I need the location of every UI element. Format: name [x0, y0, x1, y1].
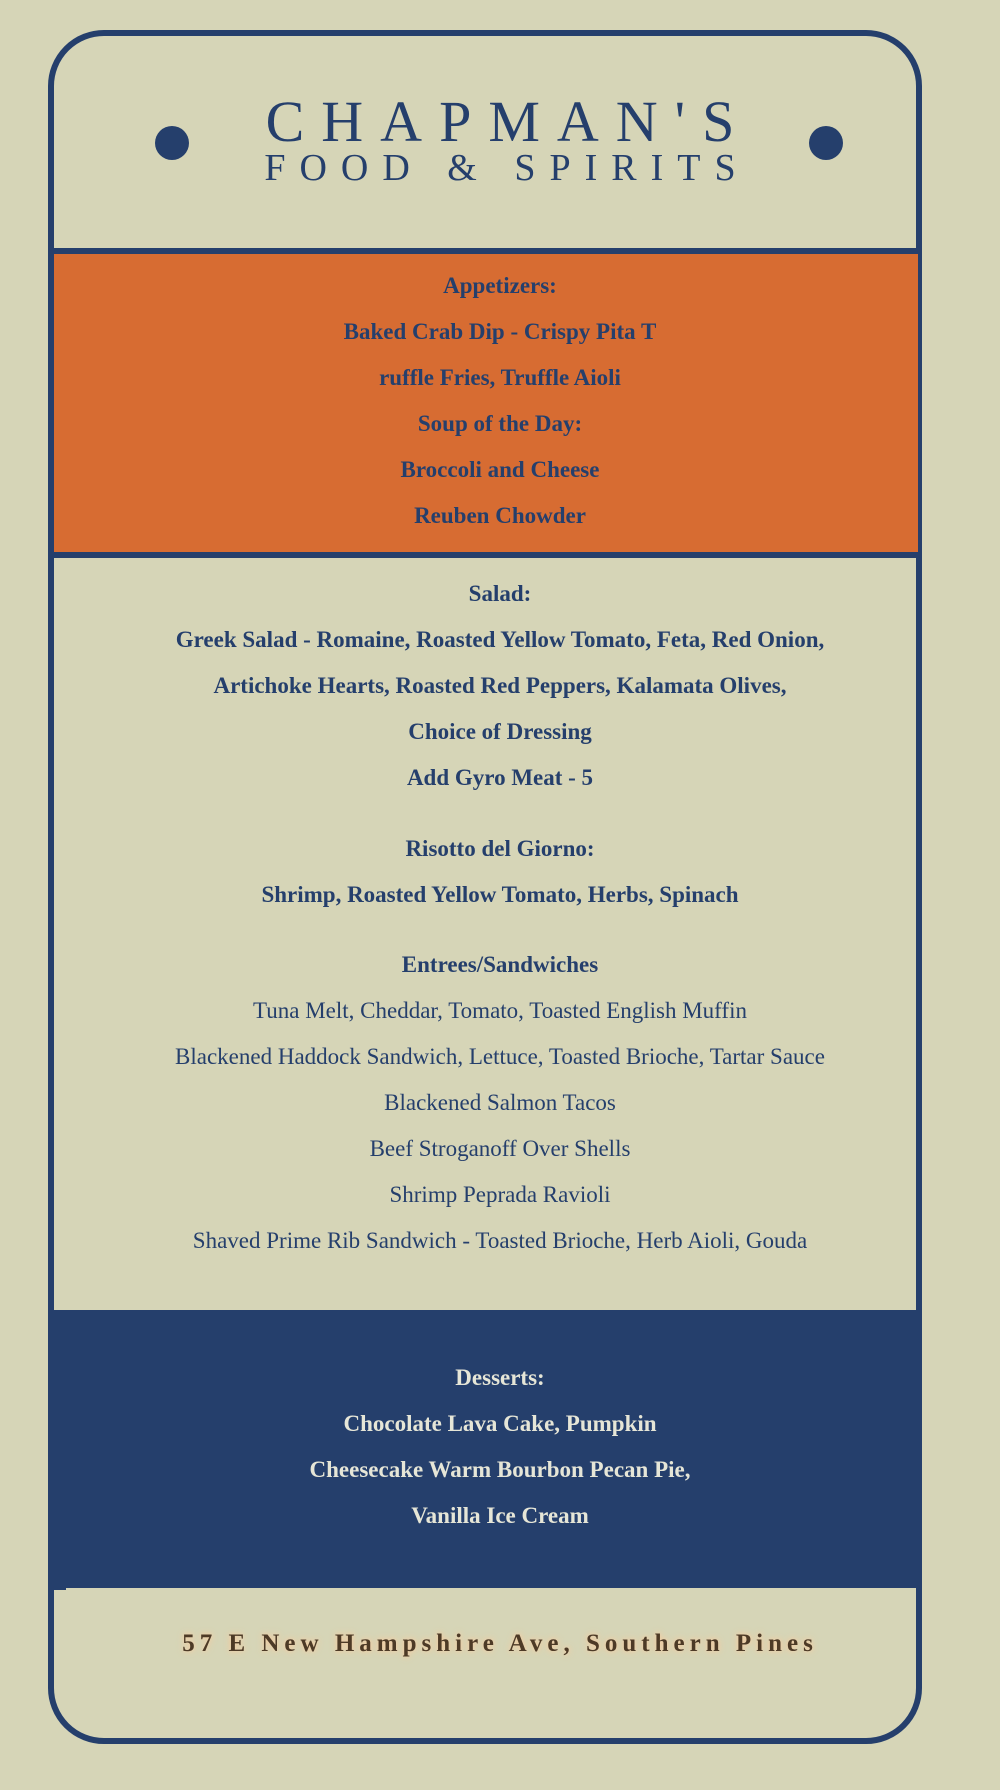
desserts-section [54, 1355, 946, 1539]
menu-item: Vanilla Ice Cream [411, 1503, 589, 1528]
menu-header [0, 0, 1000, 248]
menu-item: Artichoke Hearts, Roasted Red Peppers, Kalamata Olives, [213, 673, 787, 698]
menu-item: Baked Crab Dip - Crispy Pita T [343, 319, 657, 344]
desserts-heading: Desserts: [455, 1365, 545, 1390]
risotto-section [54, 826, 946, 918]
menu-item: Beef Stroganoff Over Shells [369, 1136, 631, 1161]
menu-item: ruffle Fries, Truffle Aioli [379, 365, 621, 390]
entrees-section [54, 942, 946, 1264]
salad-heading: Salad: [468, 581, 532, 606]
menu-item: Choice of Dressing [408, 719, 592, 744]
restaurant-name: CHAPMAN'S [265, 89, 752, 154]
menu-item: Cheesecake Warm Bourbon Pecan Pie, [309, 1457, 691, 1482]
menu-item: Add Gyro Meat - 5 [406, 765, 594, 790]
appetizers-section [54, 263, 946, 539]
menu-item: Reuben Chowder [414, 503, 586, 528]
risotto-heading: Risotto del Giorno: [405, 836, 595, 861]
entrees-heading: Entrees/Sandwiches [401, 952, 599, 977]
menu-item: Shrimp Peprada Ravioli [389, 1182, 611, 1207]
menu-item: Blackened Salmon Tacos [384, 1090, 616, 1115]
menu-item: Broccoli and Cheese [400, 457, 600, 482]
appetizers-heading: Appetizers: [443, 273, 557, 298]
restaurant-address: 57 E New Hampshire Ave, Southern Pines [182, 1630, 818, 1657]
menu-item: Shrimp, Roasted Yellow Tomato, Herbs, Spinach [261, 882, 739, 907]
menu-item: Tuna Melt, Cheddar, Tomato, Toasted English Muffin [253, 998, 747, 1023]
menu-item: Chocolate Lava Cake, Pumpkin [343, 1411, 657, 1436]
menu-item: Blackened Haddock Sandwich, Lettuce, Toasted Brioche, Tartar Sauce [175, 1044, 825, 1069]
restaurant-tagline: FOOD & SPIRITS [264, 147, 750, 189]
menu-item: Shaved Prime Rib Sandwich - Toasted Brioche, Herb Aioli, Gouda [192, 1228, 808, 1253]
salad-section [54, 571, 946, 801]
soup-heading: Soup of the Day: [417, 411, 583, 436]
desserts-band-bottom-line [66, 1588, 916, 1596]
menu-item: Greek Salad - Romaine, Roasted Yellow Tomato, Feta, Red Onion, [175, 627, 825, 652]
